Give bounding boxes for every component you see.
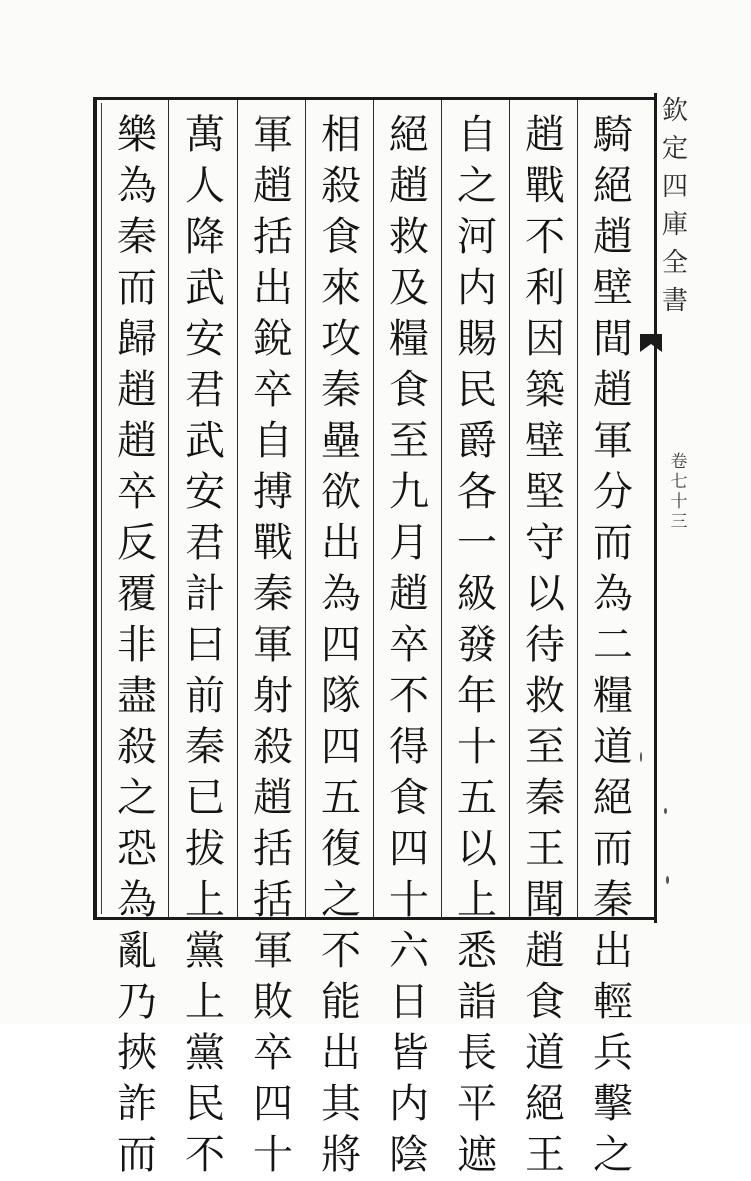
column-character: 銳 xyxy=(253,316,293,362)
column-character: 築 xyxy=(525,367,565,413)
column-character: 秦 xyxy=(321,367,361,413)
column-character: 二 xyxy=(593,622,633,668)
column-character: 至 xyxy=(389,418,429,464)
column-character: 曰 xyxy=(185,622,225,668)
text-column-4 xyxy=(381,110,437,1178)
column-character: 秦 xyxy=(253,571,293,617)
column-character: 將 xyxy=(321,1132,361,1178)
column-character: 為 xyxy=(321,571,361,617)
column-character: 騎 xyxy=(593,112,633,158)
column-character: 悉 xyxy=(457,928,497,974)
margin-leaf-label xyxy=(668,452,690,532)
column-character: 盡 xyxy=(117,673,157,719)
column-character: 括 xyxy=(253,214,293,260)
column-character: 歸 xyxy=(117,316,157,362)
column-character: 趙 xyxy=(117,418,157,464)
column-character: 得 xyxy=(389,724,429,770)
leaf-character: 三 xyxy=(670,512,688,532)
column-character: 恐 xyxy=(117,826,157,872)
text-column-7 xyxy=(177,110,233,1178)
column-character: 戰 xyxy=(525,163,565,209)
column-character: 計 xyxy=(185,571,225,617)
column-character: 括 xyxy=(253,877,293,923)
column-character: 救 xyxy=(389,214,429,260)
column-character: 十 xyxy=(253,1132,293,1178)
column-character: 賜 xyxy=(457,316,497,362)
column-character: 日 xyxy=(389,979,429,1025)
column-character: 遮 xyxy=(457,1132,497,1178)
fishtail-mark-icon xyxy=(640,334,662,352)
scan-speck xyxy=(664,808,667,814)
column-character: 自 xyxy=(457,112,497,158)
column-character: 之 xyxy=(457,163,497,209)
column-character: 因 xyxy=(525,316,565,362)
column-character: 樂 xyxy=(117,112,157,158)
column-character: 軍 xyxy=(253,112,293,158)
column-character: 級 xyxy=(457,571,497,617)
column-character: 絕 xyxy=(525,1081,565,1127)
leaf-character: 七 xyxy=(670,472,688,492)
column-character: 四 xyxy=(321,724,361,770)
column-character: 九 xyxy=(389,469,429,515)
center-fold-rule xyxy=(654,93,657,923)
column-character: 自 xyxy=(253,418,293,464)
column-character: 戰 xyxy=(253,520,293,566)
column-character: 殺 xyxy=(117,724,157,770)
column-character: 拔 xyxy=(185,826,225,872)
column-character: 能 xyxy=(321,979,361,1025)
column-character: 皆 xyxy=(389,1030,429,1076)
column-character: 已 xyxy=(185,775,225,821)
column-character: 來 xyxy=(321,265,361,311)
column-character: 攻 xyxy=(321,316,361,362)
text-column-6 xyxy=(245,110,301,1178)
column-character: 守 xyxy=(525,520,565,566)
column-character: 君 xyxy=(185,367,225,413)
column-character: 為 xyxy=(117,163,157,209)
column-character: 為 xyxy=(117,877,157,923)
column-character: 武 xyxy=(185,265,225,311)
column-character: 人 xyxy=(185,163,225,209)
column-character: 道 xyxy=(593,724,633,770)
column-character: 之 xyxy=(321,877,361,923)
text-column-8 xyxy=(109,110,165,1178)
column-character: 卒 xyxy=(389,622,429,668)
column-character: 前 xyxy=(185,673,225,719)
column-character: 趙 xyxy=(253,163,293,209)
column-character: 秦 xyxy=(525,775,565,821)
column-character: 出 xyxy=(321,520,361,566)
column-character: 復 xyxy=(321,826,361,872)
column-character: 以 xyxy=(457,826,497,872)
text-column-3 xyxy=(449,110,505,1178)
column-character: 王 xyxy=(525,826,565,872)
column-character: 趙 xyxy=(593,214,633,260)
title-character: 欽 xyxy=(661,96,688,126)
column-character: 堅 xyxy=(525,469,565,515)
column-character: 年 xyxy=(457,673,497,719)
column-character: 挾 xyxy=(117,1030,157,1076)
column-character: 糧 xyxy=(389,316,429,362)
column-character: 王 xyxy=(525,1132,565,1178)
column-character: 卒 xyxy=(253,367,293,413)
column-character: 出 xyxy=(253,265,293,311)
frame-inner-line xyxy=(101,103,102,914)
column-character: 食 xyxy=(321,214,361,260)
column-character: 利 xyxy=(525,265,565,311)
column-character: 上 xyxy=(457,877,497,923)
title-character: 書 xyxy=(661,286,688,316)
column-character: 趙 xyxy=(117,367,157,413)
column-character: 兵 xyxy=(593,1030,633,1076)
column-character: 上 xyxy=(185,877,225,923)
column-character: 陰 xyxy=(389,1132,429,1178)
column-character: 相 xyxy=(321,112,361,158)
column-character: 間 xyxy=(593,316,633,362)
column-character: 搏 xyxy=(253,469,293,515)
column-character: 非 xyxy=(117,622,157,668)
column-character: 安 xyxy=(185,316,225,362)
column-character: 救 xyxy=(525,673,565,719)
column-character: 秦 xyxy=(117,214,157,260)
column-character: 趙 xyxy=(389,163,429,209)
column-character: 六 xyxy=(389,928,429,974)
column-character: 趙 xyxy=(253,775,293,821)
column-character: 不 xyxy=(389,673,429,719)
column-character: 敗 xyxy=(253,979,293,1025)
column-character: 殺 xyxy=(253,724,293,770)
column-character: 趙 xyxy=(389,571,429,617)
column-character: 軍 xyxy=(593,418,633,464)
column-character: 詣 xyxy=(457,979,497,1025)
column-character: 絕 xyxy=(389,112,429,158)
column-character: 隊 xyxy=(321,673,361,719)
column-character: 待 xyxy=(525,622,565,668)
column-character: 擊 xyxy=(593,1081,633,1127)
margin-book-title xyxy=(660,92,690,320)
column-character: 不 xyxy=(321,928,361,974)
column-character: 壘 xyxy=(321,418,361,464)
column-character: 食 xyxy=(525,979,565,1025)
column-character: 平 xyxy=(457,1081,497,1127)
column-character: 不 xyxy=(185,1132,225,1178)
column-character: 上 xyxy=(185,979,225,1025)
column-character: 覆 xyxy=(117,571,157,617)
column-character: 絕 xyxy=(593,163,633,209)
column-character: 君 xyxy=(185,520,225,566)
column-rule xyxy=(441,100,442,918)
column-character: 四 xyxy=(389,826,429,872)
column-character: 一 xyxy=(457,520,497,566)
column-character: 出 xyxy=(593,928,633,974)
column-character: 軍 xyxy=(253,622,293,668)
column-rule xyxy=(577,100,578,918)
column-character: 内 xyxy=(389,1081,429,1127)
column-character: 食 xyxy=(389,367,429,413)
text-column-1 xyxy=(585,110,641,1178)
title-character: 全 xyxy=(661,248,688,278)
column-character: 五 xyxy=(457,775,497,821)
column-character: 射 xyxy=(253,673,293,719)
leaf-character: 十 xyxy=(670,492,688,512)
column-character: 括 xyxy=(253,826,293,872)
column-character: 四 xyxy=(253,1081,293,1127)
column-character: 而 xyxy=(593,826,633,872)
column-character: 武 xyxy=(185,418,225,464)
column-character: 食 xyxy=(389,775,429,821)
column-rule xyxy=(237,100,238,918)
column-character: 趙 xyxy=(525,112,565,158)
column-character: 以 xyxy=(525,571,565,617)
title-character: 定 xyxy=(661,134,688,164)
scan-speck xyxy=(640,752,642,762)
column-character: 黨 xyxy=(185,928,225,974)
column-character: 萬 xyxy=(185,112,225,158)
column-character: 五 xyxy=(321,775,361,821)
column-character: 乃 xyxy=(117,979,157,1025)
column-character: 聞 xyxy=(525,877,565,923)
column-character: 發 xyxy=(457,622,497,668)
column-character: 趙 xyxy=(593,367,633,413)
column-character: 卒 xyxy=(117,469,157,515)
leaf-character: 卷 xyxy=(670,452,688,472)
column-character: 降 xyxy=(185,214,225,260)
column-character: 四 xyxy=(321,622,361,668)
column-character: 黨 xyxy=(185,1030,225,1076)
column-character: 而 xyxy=(593,520,633,566)
column-character: 詐 xyxy=(117,1081,157,1127)
column-character: 軍 xyxy=(253,928,293,974)
column-character: 其 xyxy=(321,1081,361,1127)
column-character: 各 xyxy=(457,469,497,515)
column-character: 殺 xyxy=(321,163,361,209)
column-rule xyxy=(305,100,306,918)
column-character: 長 xyxy=(457,1030,497,1076)
column-character: 安 xyxy=(185,469,225,515)
column-character: 之 xyxy=(117,775,157,821)
column-character: 壁 xyxy=(525,418,565,464)
column-character: 内 xyxy=(457,265,497,311)
column-rule xyxy=(373,100,374,918)
column-character: 秦 xyxy=(593,877,633,923)
column-character: 秦 xyxy=(185,724,225,770)
title-character: 庫 xyxy=(661,210,688,240)
column-character: 河 xyxy=(457,214,497,260)
column-character: 及 xyxy=(389,265,429,311)
column-character: 趙 xyxy=(525,928,565,974)
column-character: 亂 xyxy=(117,928,157,974)
column-character: 卒 xyxy=(253,1030,293,1076)
column-character: 分 xyxy=(593,469,633,515)
column-character: 之 xyxy=(593,1132,633,1178)
column-character: 民 xyxy=(457,367,497,413)
column-character: 輕 xyxy=(593,979,633,1025)
column-character: 出 xyxy=(321,1030,361,1076)
title-character: 四 xyxy=(661,172,688,202)
column-character: 絕 xyxy=(593,775,633,821)
column-rule xyxy=(168,100,169,918)
column-character: 糧 xyxy=(593,673,633,719)
column-character: 壁 xyxy=(593,265,633,311)
column-character: 道 xyxy=(525,1030,565,1076)
column-character: 而 xyxy=(117,1132,157,1178)
column-character: 不 xyxy=(525,214,565,260)
column-character: 欲 xyxy=(321,469,361,515)
column-character: 十 xyxy=(389,877,429,923)
text-column-5 xyxy=(313,110,369,1178)
column-character: 而 xyxy=(117,265,157,311)
column-character: 民 xyxy=(185,1081,225,1127)
column-character: 月 xyxy=(389,520,429,566)
scan-speck xyxy=(666,876,669,884)
column-character: 反 xyxy=(117,520,157,566)
column-character: 為 xyxy=(593,571,633,617)
column-rule xyxy=(509,100,510,918)
column-character: 十 xyxy=(457,724,497,770)
text-column-2 xyxy=(517,110,573,1178)
column-character: 爵 xyxy=(457,418,497,464)
column-character: 至 xyxy=(525,724,565,770)
